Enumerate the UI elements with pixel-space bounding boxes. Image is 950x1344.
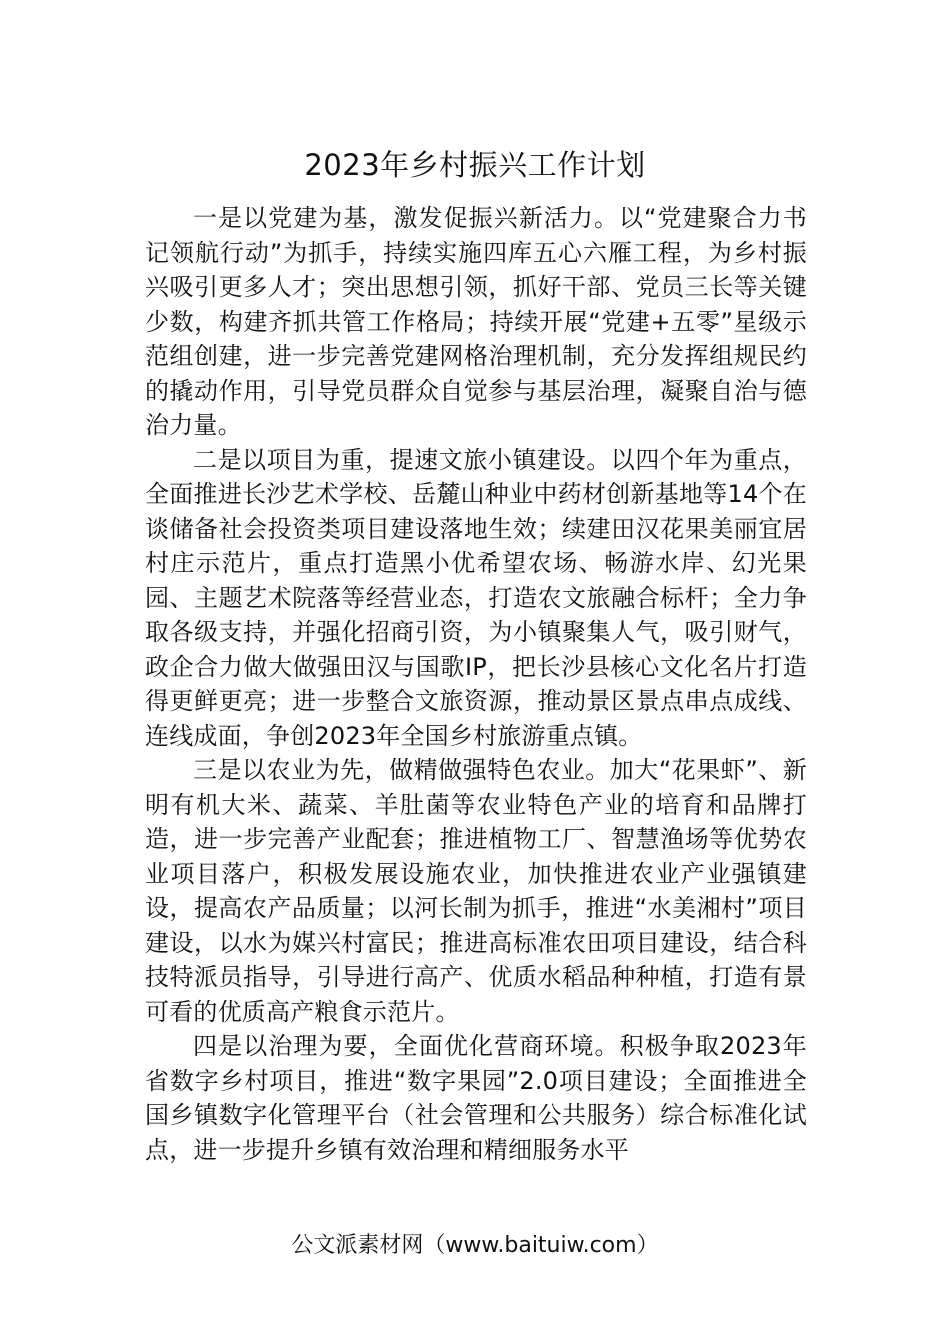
paragraph-projects: 二是以项目为重，提速文旅小镇建设。以四个年为重点，全面推进长沙艺术学校、岳麓山种业中药材创新基地等14个在谈储备社会投资类项目建设落地生效；续建田汉花果美丽宜居村庄示范片，重点打造黑小优希望农场、畅游水岸、幻光果园、主题艺术院落等经营业态，打造农文旅融合标杆；全力争取各级支持，并强化招商引资，为小镇聚集人气，吸引财气，政企合力做大做强田汉与国歌IP，把长沙县核心文化名片打造得更鲜更亮；进一步整合文旅资源，推动景区景点串点成线、连线成面，争创2023年全国乡村旅游重点镇。 bbox=[145, 445, 807, 750]
paragraph-governance: 四是以治理为要，全面优化营商环境。积极争取2023年省数字乡村项目，推进“数字果园”2.0项目建设；全面推进全国乡镇数字化管理平台（社会管理和公共服务）综合标准化试点，进一步提升乡镇有效治理和精细服务水平 bbox=[145, 1032, 807, 1164]
paragraph-agriculture: 三是以农业为先，做精做强特色农业。加大“花果虾”、新明有机大米、蔬菜、羊肚菌等农业特色产业的培育和品牌打造，进一步完善产业配套；推进植物工厂、智慧渔场等优势农业项目落户，积极发展设施农业，加快推进农业产业强镇建设，提高农产品质量；以河长制为抓手，推进“水美湘村”项目建设，以水为媒兴村富民；推进高标准农田项目建设，结合科技特派员指导，引导进行高产、优质水稻品种种植，打造有景可看的优质高产粮食示范片。 bbox=[145, 756, 807, 1026]
footer-source-text: 公文派素材网（www.baituiw.com） bbox=[291, 1233, 659, 1258]
paragraph-party-building: 一是以党建为基，激发促振兴新活力。以“党建聚合力书记领航行动”为抓手，持续实施四库五心六雁工程，为乡村振兴吸引更多人才；突出思想引领，抓好干部、党员三长等关键少数，构建齐抓共管工作格局；持续开展“党建+五零”星级示范组创建，进一步完善党建网格治理机制，充分发挥组规民约的撬动作用，引导党员群众自觉参与基层治理，凝聚自治与德治力量。 bbox=[145, 204, 807, 439]
document-body bbox=[145, 201, 807, 1167]
document-title: 2023年乡村振兴工作计划 bbox=[304, 148, 646, 182]
